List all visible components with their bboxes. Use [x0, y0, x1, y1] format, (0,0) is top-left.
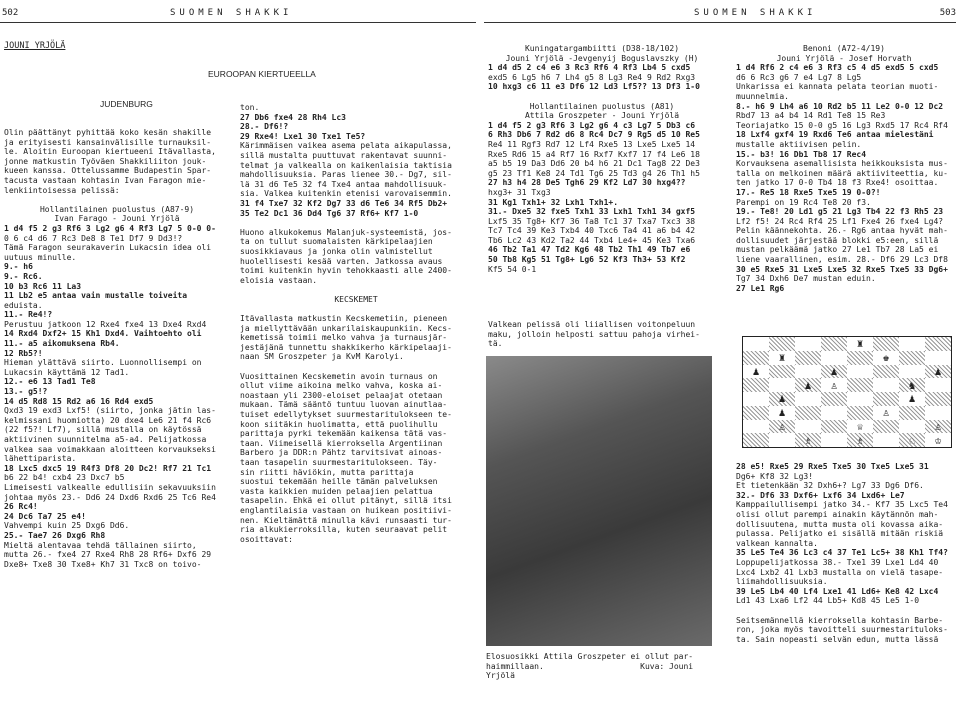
board-square	[795, 392, 821, 406]
text-line: Tg7 34 Dxh6 De7 mustan eduin.	[736, 274, 876, 284]
text-line	[488, 92, 716, 102]
text-line: Vahvempi kuin 25 Dxg6 Dd6.	[4, 521, 130, 531]
text-line: KECSKEMET	[334, 294, 378, 304]
text-line: (22 f5?! Lf7), sillä mustalla on käytössä	[4, 425, 202, 435]
text-line: Rxe5 Rd6 15 a4 Rf7 16 Rxf7 Kxf7 17 f4 Le6 18	[488, 149, 700, 159]
text-line: 25.- Tae7 26 Dxg6 Rh8	[4, 530, 106, 540]
text-line: b6 22 b4! cxb4 23 Dxc7 b5	[4, 473, 125, 483]
text-line: osoittavat:	[240, 534, 293, 544]
running-head: SUOMEN SHAKKI	[170, 8, 293, 18]
text-line: Kf5 54 0-1	[488, 264, 537, 274]
header-rule	[484, 22, 956, 23]
running-head: SUOMEN SHAKKI	[694, 8, 817, 18]
text-line	[4, 195, 230, 205]
text-line: Unkarissa ei kannata pelata teorian muoti-	[736, 82, 939, 92]
text-line: nen. Kieltämättä minulla kävi runsaasti tur-	[240, 515, 452, 525]
text-line: jestäjänä tunnettu shakkikerho kärkipelaaji-	[240, 342, 452, 352]
chess-piece: ♗	[856, 433, 864, 447]
text-line: Vuosittainen Kecskemetin avoin turnaus on	[240, 371, 438, 381]
text-line: Dxe8+ Txe8 30 Txe8+ Kh7 31 Txc8 on toivo-	[4, 559, 202, 569]
text-line: Valkean pelissä oli liiallisen voitonpeluun	[488, 320, 696, 329]
board-square	[821, 365, 847, 379]
board-square	[847, 365, 873, 379]
board-square	[743, 406, 769, 420]
player-photo	[486, 356, 712, 646]
text-line: 32.- Df6 33 Dxf6+ Lxf6 34 Lxd6+ Le7	[736, 490, 905, 500]
board-square	[821, 351, 847, 365]
text-line: johtaa myös 23.- Dd6 24 Dxd6 Rxd6 25 Tc6 Re4	[4, 492, 216, 502]
text-line: Kärimmäisen vaikea asema pelata aikapulassa,	[240, 141, 452, 151]
text-line: 18 Lxf4 gxf4 19 Rxd6 Te6 antaa mielestäni	[736, 130, 934, 140]
text-line: Tb6 Lc2 43 Kd2 Ta2 44 Txb4 Le4+ 45 Ke3 Txa6	[488, 235, 696, 245]
text-line: Kamppailullisempi jatko 34.- Kf7 35 Lxc5 Te4	[736, 500, 948, 510]
text-line: pulassa. Pelijatko ei sisällä mitään riskiä	[736, 529, 944, 539]
text-line: Seitsemännellä kierroksella kohtasin Barbe-	[736, 615, 944, 625]
board-square	[769, 378, 795, 392]
board-square	[743, 433, 769, 447]
chess-piece: ♟	[830, 364, 838, 378]
chess-piece: ♟	[908, 392, 916, 406]
text-line: 31.- Dxe5 32 fxe5 Txh1 33 Lxh1 Txh1 34 gxf5	[488, 207, 696, 217]
text-line: liene vaarallinen, esim. 28.- Df6 29 Lc3 Df8	[736, 255, 948, 265]
text-line: vasta kaikkien muiden pelaajien pelattua	[240, 486, 433, 496]
text-line: 9.- h6	[4, 262, 33, 272]
text-line: dollisuudet järjestää blokki e5:een, sillä	[736, 235, 939, 245]
text-line: Huono alkukokemus Malanjuk-systeemistä, jos-	[240, 227, 452, 237]
text-line: Lxf5 35 Tg8+ Kf7 36 Ta8 Tc1 37 Txa7 Txc3 38	[488, 216, 696, 226]
text-line: 27 Le1 Rg6	[736, 283, 785, 293]
text-line: dollisuutena, mutta musta oli kovassa aika-	[736, 519, 944, 529]
text-line: 1 d4 f5 2 g3 Rf6 3 Lg2 g6 4 Rf3 Lg7 5 0-0 0-	[4, 223, 216, 233]
board-square	[899, 337, 925, 351]
text-line: Barbero ja DDR:n Pähtz tarvitsivat ainoas-	[240, 448, 443, 458]
board-square	[795, 433, 821, 447]
chess-piece: ♕	[856, 419, 864, 433]
text-line: Re4 11 Rgf3 Rd7 12 Lf4 Rxe5 13 Lxe5 Lxe5 14	[488, 139, 696, 149]
text-line: lähettiparista.	[4, 454, 77, 464]
text-line: kelmissani huomiotta) 20 dxe4 Le6 21 f4 Rc6	[4, 415, 212, 425]
text-line: aktiivinen suunnitelma a5-a4. Pelijatkossa	[4, 435, 207, 444]
text-line: le. Aloitin Euroopan kiertueeni Itävallasta,	[4, 147, 216, 157]
chess-piece: ♟	[778, 392, 786, 406]
text-line: Qxd3 19 exd3 Lxf5! (siirto, jonka jätin las-	[4, 406, 216, 416]
chess-piece: ♘	[908, 433, 916, 447]
text-line: sillä mustalta puuttuvat rakentavat suunni-	[240, 150, 448, 160]
text-line: 14 d5 Rd8 15 Rd2 a6 16 Rd4 exd5	[4, 396, 154, 406]
text-line: 26 Rc4!	[4, 502, 38, 512]
text-line: taan tasapelin suurmestaritulokseen. Täy-	[240, 457, 438, 467]
text-line: muunnelmia.	[736, 91, 789, 101]
text-line: 30 e5 Rxe5 31 Lxe5 Lxe5 32 Rxe5 Txe5 33 Dg6+	[736, 264, 948, 274]
text-line: lenkiintoisessa pelissä:	[4, 185, 120, 195]
text-line: Dg6+ Kf8 32 Lg3!	[736, 471, 814, 481]
board-square	[769, 392, 795, 406]
text-line: 46 Tb2 Ta1 47 Td2 Kg6 48 Tb2 Th1 49 Tb7 e6	[488, 245, 691, 255]
board-square	[847, 420, 873, 434]
board-square	[899, 392, 925, 406]
text-line: ton.	[240, 103, 260, 112]
board-square	[821, 433, 847, 447]
chess-piece: ♙	[830, 378, 838, 392]
text-line: Hieman ylättävä siirto. Luonnollisempi on	[4, 358, 202, 368]
chess-piece: ♜	[856, 337, 864, 351]
chess-piece: ♟	[752, 364, 760, 378]
text-line: g5 23 Tf1 Ke8 24 Td1 Tg6 25 Td3 g4 26 Th1 h5	[488, 168, 700, 178]
text-line: Lf2 f5! 24 Rc4 Rf4 25 Lf1 Fxe4 26 fxe4 Lg4?	[736, 216, 944, 226]
text-line: Tämä Faragon seurakaverin Lukacsin idea oli	[4, 243, 212, 253]
text-line: Olin päättänyt pyhittää koko kesän shakille	[4, 128, 212, 137]
header-rule	[0, 22, 476, 23]
left-column-2	[240, 103, 472, 544]
text-line: naan SM Groszpeter ja KvM Karolyi.	[240, 352, 404, 362]
text-line: jonne matkustin Työväen Shakkiliiton jouk-	[4, 156, 207, 166]
text-line: eduista.	[4, 300, 43, 310]
chess-piece: ♙	[934, 419, 942, 433]
left-header	[2, 8, 478, 18]
text-line: Itävallasta matkustin Kecskemetiin, pieneen	[240, 314, 448, 324]
text-line: valkea saa voimakkaan aloitteen korvaukseksi	[4, 444, 216, 454]
board-square	[795, 406, 821, 420]
text-line: 6 Rh3 Db6 7 Rd2 d6 8 Rc4 Dc7 9 Rg5 d5 10 Re5	[488, 130, 700, 140]
left-column-1	[4, 128, 230, 569]
text-line: Korvauksena asemallisista heikkouksista mus-	[736, 159, 948, 169]
board-square	[743, 392, 769, 406]
text-line: 1 d4 d5 2 c4 e6 3 Rc3 Rf6 4 Rf3 Lb4 5 cxd5	[488, 63, 691, 73]
text-line: 15.- b3! 16 Db1 Tb8 17 Rec4	[736, 149, 867, 159]
board-square	[873, 351, 899, 365]
text-line: 27 h3 h4 28 De5 Tgh6 29 Kf2 Ld7 30 hxg4??	[488, 178, 686, 188]
board-square	[925, 420, 951, 434]
text-line: 14 Rxd4 Dxf2+ 15 Kh1 Dxd4. Vaihtoehto oli	[4, 329, 202, 339]
text-line: exd5 6 Lg5 h6 7 Lh4 g5 8 Lg3 Re4 9 Rd2 Rxg3	[488, 72, 696, 82]
text-line: tacusta vastaan kohtasin Ivan Faragon mie-	[4, 175, 207, 185]
text-line: lä 31 d6 Te5 32 f4 Txe4 antaa mahdollisuuk-	[240, 179, 448, 189]
text-line: Limeisesti valkealle edullisiin sekavuuksiin	[4, 482, 216, 492]
board-square	[769, 365, 795, 379]
board-square	[769, 351, 795, 365]
text-line: talla on melkoinen määrä aktiiviteettia, ku-	[736, 168, 948, 178]
board-square	[743, 351, 769, 365]
text-line: tuiset edellytykset suurmestaritulokseen te-	[240, 410, 452, 419]
page-number: 503	[939, 8, 956, 18]
text-line: 35 Le5 Te4 36 Lc3 c4 37 Te1 Lc5+ 38 Kh1 Tf4?	[736, 548, 948, 558]
text-line: Loppupelijatkossa 38.- Txe1 39 Lxe1 Ld4 40	[736, 557, 939, 567]
text-line: 28 e5! Rxe5 29 Rxe5 Txe5 30 Txe5 Lxe5 31	[736, 462, 929, 471]
board-square	[873, 365, 899, 379]
text-line: Perustuu jatkoon 12 Rxe4 fxe4 13 Dxe4 Rxd4	[4, 319, 207, 329]
board-square	[847, 378, 873, 392]
board-square	[821, 378, 847, 392]
text-line: mukaan. Tämä sääntö tuntuu luovan ainutlaa-	[240, 400, 448, 410]
board-square	[743, 365, 769, 379]
text-line: suostui tekemään heille tämän palveluksen	[240, 477, 438, 487]
text-line	[736, 606, 952, 616]
chess-piece: ♞	[908, 378, 916, 392]
chess-piece: ♔	[934, 433, 942, 447]
board-square	[899, 420, 925, 434]
board-square	[925, 406, 951, 420]
board-square	[873, 337, 899, 351]
text-line: suosikkiavaus ja jonka olin valmistellut	[240, 246, 433, 256]
text-line	[240, 304, 472, 314]
text-line: huolellisesti kesää varten. Jatkossa avaus	[240, 256, 443, 266]
text-line: 17.- Re5 18 Rxe5 Txe5 19 0-0?!	[736, 187, 881, 197]
text-line: Ld1 43 Lxa6 Lf2 44 Lb5+ Kd8 45 Le5 1-0	[736, 596, 920, 606]
text-line: Benoni (A72-4/19)	[803, 44, 885, 53]
text-line: 9.- Rc6.	[4, 271, 43, 281]
text-line: mutta 26.- fxe4 27 Rxe4 Rh8 28 Rf6+ Dxf6 29	[4, 550, 212, 560]
board-square	[925, 365, 951, 379]
text-line: ten jatko 17 0-0 Tb4 18 f3 Rxe4! osoittaa.	[736, 178, 939, 188]
text-line: ollut viime aikoina melko vahva, koska ai-	[240, 381, 443, 391]
board-square	[821, 420, 847, 434]
text-line: d6 6 Rc3 g6 7 e4 Lg7 8 Lg5	[736, 72, 862, 82]
board-square	[899, 351, 925, 365]
section-heading: JUDENBURG	[100, 99, 153, 109]
text-line: telmat ja valkealla on kaikenlaisia taktisia	[240, 160, 452, 170]
text-line: Ivan Farago - Jouni Yrjölä	[54, 214, 180, 224]
page-number: 502	[2, 8, 19, 18]
right-column-1-games	[488, 44, 716, 274]
text-line: Attila Groszpeter - Jouni Yrjölä	[524, 111, 680, 121]
text-line: Rbd7 13 a4 b4 14 Rd1 Te8 15 Re3	[736, 111, 886, 121]
chess-piece: ♟	[934, 364, 942, 378]
board-square	[847, 392, 873, 406]
board-square	[743, 420, 769, 434]
board-square	[847, 351, 873, 365]
text-line	[240, 362, 472, 372]
board-square	[873, 420, 899, 434]
board-square	[899, 378, 925, 392]
text-line: sia. Valkea kuitenkin etenisi varovaisemmin.	[240, 189, 452, 199]
text-line: ria alkukierroksilla, kuten seuraavat pelit	[240, 525, 448, 535]
board-square	[795, 337, 821, 351]
text-line: ja miellyttävään unkarilaiskaupunkiin. Kecs-	[240, 323, 452, 333]
text-line: eloisia vastaan.	[240, 275, 318, 285]
text-line: noastaan yli 2300-eloiset pelaajat otetaan	[240, 390, 443, 400]
text-line: Mieltä alentavaa tehdä tällainen siirto,	[4, 540, 197, 550]
text-line: uutuus minulle.	[4, 252, 77, 262]
board-square	[925, 337, 951, 351]
text-line: Parempi on 19 Rc4 Te8 20 f3.	[736, 197, 871, 207]
text-line: kemetissä toimii melko vahva ja turnausjär-	[240, 333, 448, 343]
text-line: a5 b5 19 Da3 Dd6 20 b4 h6 21 Dc1 Tag8 22 De3	[488, 159, 700, 169]
text-line: Pelin käännekohta. 26.- Rg6 antaa hyvät mah-	[736, 226, 948, 236]
text-line: 0 6 c4 d6 7 Rc3 De8 8 Te1 Df7 9 Dd3!?	[4, 233, 183, 243]
text-line: 24 Dc6 Ta7 25 e4!	[4, 511, 86, 521]
text-line: 50 Tb8 Kg5 51 Tg8+ Lg6 52 Kf3 Th3+ 53 Kf2	[488, 255, 686, 265]
text-line: Lukacsin käyttämä 12 Tad1.	[4, 367, 130, 377]
board-square	[769, 433, 795, 447]
text-line: taan. Viimeisellä kierroksella Argentiinan	[240, 438, 443, 448]
text-line: englantilaisia vastaan on huikean positiivi-	[240, 505, 452, 515]
board-square	[847, 433, 873, 447]
board-square	[743, 378, 769, 392]
board-square	[795, 420, 821, 434]
chess-piece: ♙	[882, 406, 890, 420]
board-square	[769, 406, 795, 420]
chess-piece: ♟	[778, 406, 786, 420]
text-line: 19.- Te8! 20 Ld1 g5 21 Lg3 Tb4 22 f3 Rh5 23	[736, 207, 944, 217]
chess-piece: ♜	[778, 351, 786, 365]
text-line: 28.- Df6!?	[240, 122, 289, 132]
chess-piece: ♚	[882, 351, 890, 365]
board-square	[769, 337, 795, 351]
chess-piece: ♟	[804, 378, 812, 392]
text-line: 8.- h6 9 Lh4 a6 10 Rd2 b5 11 Le2 0-0 12 Dc2	[736, 101, 944, 111]
text-line: 31 f4 Txe7 32 Kf2 Dg7 33 d6 Te6 34 Rf5 Db2+	[240, 198, 448, 208]
chess-piece: ♗	[804, 433, 812, 447]
board-square	[925, 378, 951, 392]
right-column-2-top	[736, 44, 952, 293]
text-line: 10 b3 Rc6 11 La3	[4, 281, 82, 291]
text-line: parittaja pyrki tekemään kaikensa tätä vas-	[240, 429, 448, 439]
text-line: 13.- g5!?	[4, 387, 48, 397]
board-square	[847, 406, 873, 420]
right-column-1-comment	[488, 320, 716, 349]
chess-piece: ♙	[778, 419, 786, 433]
text-line: Jouni Yrjölä -Jevgenyij Boguslavszky (H)	[505, 53, 699, 63]
board-square	[873, 378, 899, 392]
text-line: valkean kannalta.	[736, 538, 818, 548]
text-line: tasapelin. Ehkä ei ollut pitänyt, sillä itsi	[240, 496, 452, 506]
text-line: ja erityisesti kansainvälisille turnauksil-	[4, 137, 212, 147]
text-line: sin riitti häviökin, mutta parittaja	[240, 467, 414, 477]
board-square	[873, 433, 899, 447]
text-line: 12 Rb5?!	[4, 348, 43, 358]
text-line: Jouni Yrjölä - Josef Horvath	[776, 53, 912, 63]
board-square	[899, 433, 925, 447]
text-line: 1 d4 f5 2 g3 Rf6 3 Lg2 g6 4 c3 Lg7 5 Db3 c6	[488, 120, 696, 130]
text-line: 1 d4 Rf6 2 c4 e6 3 Rf3 c5 4 d5 exd5 5 cxd5	[736, 63, 939, 73]
text-line: Hollantilainen puolustus (A87-9)	[39, 204, 195, 214]
text-line: 10 hxg3 c6 11 e3 Df6 12 Ld3 Lf5?? 13 Df3 1-0	[488, 82, 700, 92]
text-line: 11 Lb2 e5 antaa vain mustalle toiveita	[4, 291, 188, 301]
chess-diagram	[742, 336, 952, 448]
text-line: toimi kuitenkin hyvin tehokkaasti alle 2400-	[240, 266, 452, 276]
board-square	[821, 392, 847, 406]
right-column-2-bottom	[736, 462, 952, 644]
text-line: 11.- a5 aikomuksena Rb4.	[4, 339, 120, 349]
text-line: Kuningatargambiitti (D38-18/102)	[524, 44, 680, 53]
board-square	[899, 365, 925, 379]
board-square	[769, 420, 795, 434]
text-line: koon siitäkin huolimatta, että puolihullu	[240, 419, 438, 429]
board-square	[795, 365, 821, 379]
text-line: tä.	[488, 339, 503, 349]
text-line: olisi ollut parempi ainakin käytännön mah-	[736, 509, 939, 519]
board-square	[925, 351, 951, 365]
text-line: liimahdollisuuksia.	[736, 577, 828, 587]
text-line: ron, joka myös tavoitteli suurmestarituloks-	[736, 625, 948, 635]
text-line: maku, jolloin helposti sattuu pahoja virhei-	[488, 329, 700, 339]
text-line: Elosuosikki Attila Groszpeter ei ollut par-	[486, 652, 694, 661]
photo-caption	[486, 652, 716, 681]
board-square	[795, 378, 821, 392]
board-square	[899, 406, 925, 420]
text-line: ta. Sain nopeasti selvän edun, mutta lässä	[736, 634, 939, 644]
board-square	[821, 406, 847, 420]
text-line	[240, 218, 472, 228]
board-square	[925, 392, 951, 406]
text-line: haimmillaan. Kuva: Jouni Yrjölä	[486, 661, 698, 681]
text-line: hxg3+ 31 Txg3	[488, 187, 551, 197]
text-line: Hollantilainen puolustus (A81)	[529, 101, 675, 111]
text-line: kueen kanssa. Ottelussamme Budapestin Spar-	[4, 166, 212, 176]
board-square	[743, 337, 769, 351]
text-line: 18 Lxc5 dxc5 19 R4f3 Df8 20 Dc2! Rf7 21 Tc1	[4, 463, 212, 473]
text-line: 35 Te2 Dc1 36 Dd4 Tg6 37 Rf6+ Kf7 1-0	[240, 208, 419, 218]
board-square	[873, 406, 899, 420]
board-square	[925, 433, 951, 447]
text-line	[240, 285, 472, 295]
text-line: mustalle aktiivisen pelin.	[736, 139, 862, 149]
board-square	[847, 337, 873, 351]
text-line: 11.- Re4!?	[4, 310, 53, 320]
text-line: Tc7 Tc4 39 Ke3 Txb4 40 Txc6 Ta4 41 a6 b4 42	[488, 226, 696, 236]
board-square	[873, 392, 899, 406]
text-line: 27 Db6 fxe4 28 Rh4 Lc3	[240, 112, 346, 122]
text-line: 31 Kg1 Txh1+ 32 Lxh1 Txh1+.	[488, 197, 619, 207]
board-square	[795, 351, 821, 365]
text-line: 39 Le5 Lb4 40 Lf4 Lxe1 41 Ld6+ Ke8 42 Lxc4	[736, 586, 939, 596]
text-line: ta on tullut suomalaisten kärkipelaajien	[240, 237, 433, 247]
text-line: 12.- e6 13 Tad1 Te8	[4, 377, 96, 387]
text-line: Lxc4 Lxb2 41 Lxb3 mustalla on vielä tasape-	[736, 567, 944, 577]
article-author: JOUNI YRJÖLÄ	[4, 41, 66, 51]
board-square	[821, 337, 847, 351]
right-page	[480, 0, 960, 704]
text-line: Et tietenkään 32 Dxh6+? Lg7 33 Dg6 Df6.	[736, 481, 924, 491]
article-title: EUROOPAN KIERTUEELLA	[208, 69, 316, 79]
text-line: 29 Rxe4! Lxe1 30 Txe1 Te5?	[240, 131, 366, 141]
text-line: mahdollisuuksia. Paras lienee 30.- Dg7, sil-	[240, 170, 452, 180]
text-line: mustan pelkäämä jatko 27 Le1 Tb7 28 La5 ei	[736, 245, 939, 255]
text-line: Teoriajatko 15 0-0 g5 16 Lg3 Rxd5 17 Rc4 Rf4	[736, 120, 948, 130]
